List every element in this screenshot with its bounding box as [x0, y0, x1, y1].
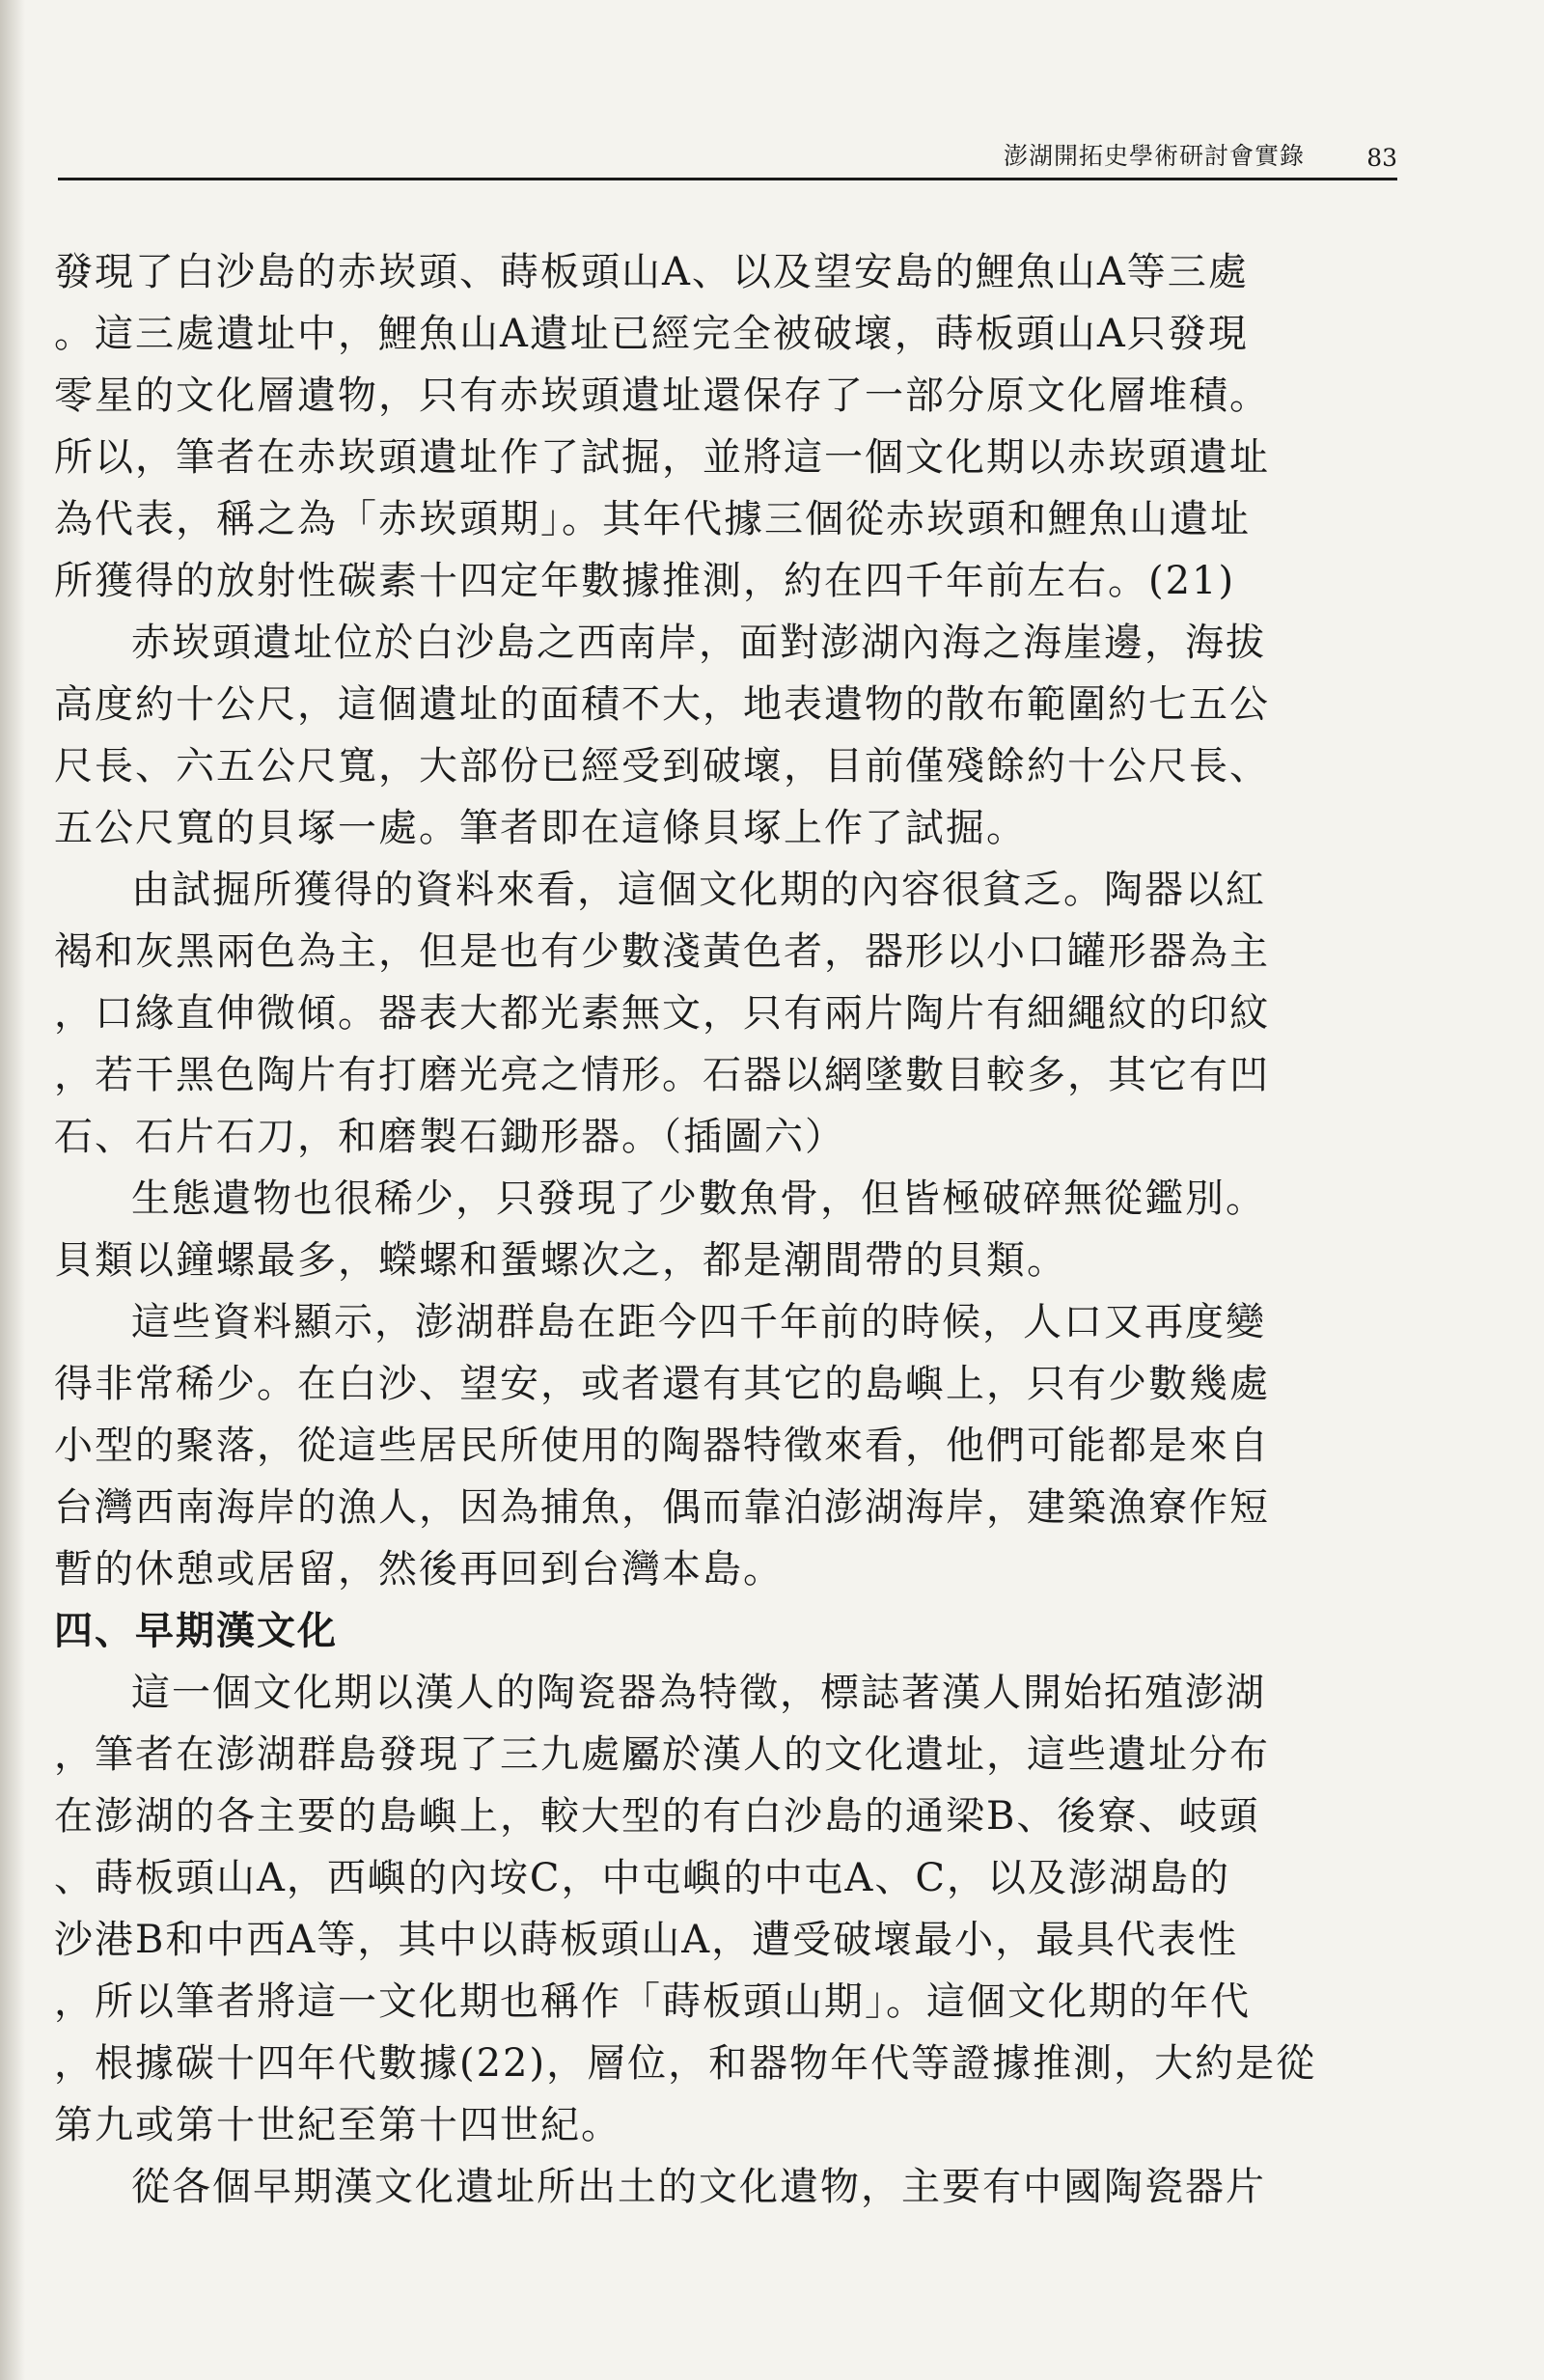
text-line: 褐和灰黑兩色為主，但是也有少數淺黃色者，器形以小口罐形器為主: [54, 929, 1270, 974]
text-line: ，所以筆者將這一文化期也稱作「蒔板頭山期」。這個文化期的年代: [54, 1979, 1251, 2024]
text-line: 赤崁頭遺址位於白沙島之西南岸，面對澎湖內海之海崖邊，海拔: [131, 621, 1266, 665]
text-line: 這一個文化期以漢人的陶瓷器為特徵，標誌著漢人開始拓殖澎湖: [131, 1671, 1266, 1715]
text-line: 所獲得的放射性碳素十四定年數據推測，約在四千年前左右。(21): [54, 559, 1236, 603]
text-line: 生態遺物也很稀少，只發現了少數魚骨，但皆極破碎無從鑑別。: [131, 1176, 1266, 1221]
text-line: 。這三處遺址中，鯉魚山A遺址已經完全被破壞，蒔板頭山A只發現: [54, 312, 1249, 356]
text-line: 貝類以鐘螺最多，蠑螺和蜑螺次之，都是潮間帶的貝類。: [54, 1238, 1067, 1283]
section-heading: 四、早期漢文化: [54, 1609, 338, 1653]
text-line: 這些資料顯示，澎湖群島在距今四千年前的時候，人口又再度變: [131, 1300, 1266, 1344]
text-line: 暫的休憩或居留，然後再回到台灣本島。: [54, 1547, 784, 1591]
text-line: 從各個早期漢文化遺址所出土的文化遺物，主要有中國陶瓷器片: [131, 2165, 1266, 2209]
text-line: 尺長、六五公尺寬，大部份已經受到破壞，目前僅殘餘約十公尺長、: [54, 744, 1270, 789]
text-line: 石、石片石刀，和磨製石鋤形器。（插圖六）: [54, 1115, 845, 1159]
text-line: ，口緣直伸微傾。器表大都光素無文，只有兩片陶片有細繩紋的印紋: [54, 991, 1270, 1036]
page-gutter-shadow: [0, 0, 25, 2380]
text-line: 沙港B和中西A等，其中以蒔板頭山A，遭受破壞最小，最具代表性: [54, 1918, 1239, 1962]
body-text: [54, 241, 1405, 2218]
running-title: 澎湖開拓史學術研討會實錄: [1003, 142, 1305, 170]
text-line: 發現了白沙島的赤崁頭、蒔板頭山A、以及望安島的鯉魚山A等三處: [54, 250, 1249, 294]
text-line: 小型的聚落，從這些居民所使用的陶器特徵來看，他們可能都是來自: [54, 1424, 1270, 1468]
text-line: ，筆者在澎湖群島發現了三九處屬於漢人的文化遺址，這些遺址分布: [54, 1732, 1270, 1777]
text-line: 第九或第十世紀至第十四世紀。: [54, 2103, 621, 2147]
text-line: 五公尺寬的貝塚一處。筆者即在這條貝塚上作了試掘。: [54, 806, 1027, 850]
text-line: 高度約十公尺，這個遺址的面積不大，地表遺物的散布範圍約七五公: [54, 682, 1270, 727]
text-line: 由試掘所獲得的資料來看，這個文化期的內容很貧乏。陶器以紅: [131, 868, 1266, 912]
text-line: 零星的文化層遺物，只有赤崁頭遺址還保存了一部分原文化層堆積。: [54, 374, 1270, 418]
page-number: 83: [1366, 144, 1397, 172]
text-line: ，若干黑色陶片有打磨光亮之情形。石器以網墜數目較多，其它有凹: [54, 1053, 1270, 1097]
text-line: 在澎湖的各主要的島嶼上，較大型的有白沙島的通梁B、後寮、岐頭: [54, 1794, 1260, 1839]
text-line: ，根據碳十四年代數據(22)，層位，和器物年代等證據推測，大約是從: [54, 2041, 1317, 2086]
text-line: 為代表，稱之為「赤崁頭期」。其年代據三個從赤崁頭和鯉魚山遺址: [54, 497, 1251, 541]
text-line: 所以，筆者在赤崁頭遺址作了試掘，並將這一個文化期以赤崁頭遺址: [54, 435, 1270, 480]
text-line: 得非常稀少。在白沙、望安，或者還有其它的島嶼上，只有少數幾處: [54, 1362, 1270, 1406]
page-header: [58, 135, 1397, 180]
text-line: 、蒔板頭山A，西嶼的內垵C，中屯嶼的中屯A、C，以及澎湖島的: [54, 1856, 1230, 1900]
text-line: 台灣西南海岸的漁人，因為捕魚，偶而靠泊澎湖海岸，建築漁寮作短: [54, 1485, 1270, 1530]
